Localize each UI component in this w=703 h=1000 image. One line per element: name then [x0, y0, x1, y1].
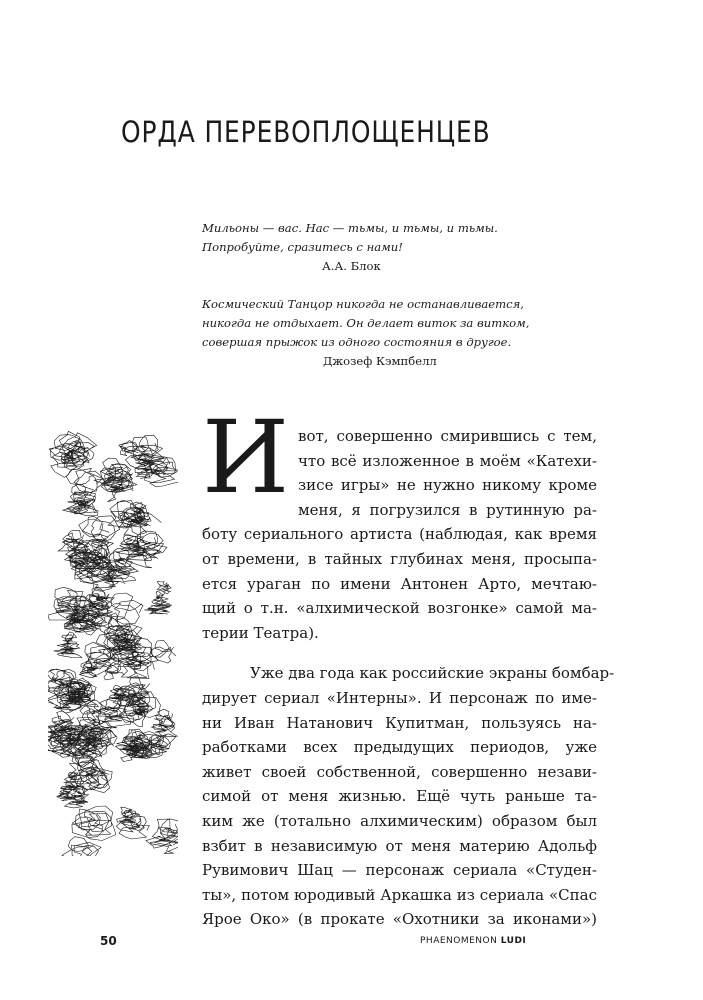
scribble-stroke: [144, 591, 172, 614]
epigraph-author: А.А. Блок: [322, 259, 381, 273]
text-line: Уже два года как российские экраны бомбар-: [250, 664, 615, 683]
text-line: ты», потом юродивый Аркашка из сериала «Спас: [202, 885, 597, 904]
text-line: живет своей собственной, совершенно незави-: [202, 762, 597, 781]
scribble-stroke: [116, 535, 147, 556]
text-line: Ярое Око» (в прокате «Охотники за иконами»): [202, 910, 597, 929]
text-line: от времени, в тайных глубинах меня, просыпа-: [202, 549, 597, 568]
text-line: боту сериального артиста (наблюдая, как время: [202, 525, 597, 544]
running-head-bold: LUDI: [500, 936, 527, 946]
paragraph-1: [202, 424, 597, 645]
text-line: ни Иван Натанович Купитман, пользуясь на-: [202, 713, 597, 732]
text-line: работками всех предыдущих периодов, уже: [202, 738, 597, 757]
text-line: ется ураган по имени Антонен Арто, мечтаю-: [202, 574, 597, 593]
text-line: что всё изложенное в моём «Катехи-: [298, 451, 597, 470]
scribble-stroke: [63, 484, 99, 515]
scribble-stroke: [79, 767, 112, 789]
scribble-stroke: [150, 640, 176, 663]
epigraph-line: совершая прыжок из одного состояния в другое.: [202, 335, 512, 349]
epigraph-line: Мильоны — вас. Нас — тьмы, и тьмы, и тьмы.: [202, 221, 498, 235]
drop-cap: И: [202, 399, 290, 516]
text-line: терии Театра).: [202, 623, 319, 642]
epigraph-author: Джозеф Кэмпбелл: [323, 354, 437, 368]
scribble-stroke: [119, 441, 138, 456]
text-line: Рувимович Шац — персонаж сериала «Студен-: [202, 861, 597, 880]
epigraph-blok: [202, 219, 532, 276]
text-line: щий о т.н. «алхимической возгонке» самой ма-: [202, 599, 597, 618]
scribble-stroke: [146, 819, 178, 854]
text-line: взбит в независимую от меня материю Адольф: [202, 836, 597, 855]
text-line: вот, совершенно смирившись с тем,: [298, 427, 597, 445]
text-line: дирует сериал «Интерны». И персонаж по име-: [202, 688, 597, 707]
paragraph-2: [202, 661, 615, 932]
scribble-stroke: [79, 516, 120, 542]
chapter-title: ОРДА ПЕРЕВОПЛОЩЕНЦЕВ: [121, 115, 491, 149]
article-body: [202, 424, 615, 932]
scribble-stroke: [72, 806, 116, 841]
text-line: зисе игры» не нужно никому кроме: [298, 476, 597, 495]
scribble-illustration: [48, 426, 178, 856]
scribble-stroke: [124, 435, 170, 472]
text-line: меня, я погрузился в рутинную ра-: [298, 500, 597, 519]
running-head-text: PHAENOMENON: [420, 936, 498, 946]
epigraph-line: Космический Танцор никогда не останавливается,: [202, 297, 524, 311]
epigraph-line: никогда не отдыхает. Он делает виток за витком,: [202, 316, 530, 330]
text-line: симой от меня жизнью. Ещё чуть раньше та-: [202, 787, 597, 806]
running-head: [420, 936, 526, 946]
epigraph-campbell: [202, 295, 532, 371]
scribble-stroke: [151, 709, 177, 737]
page-number: 50: [100, 934, 117, 948]
epigraph-line: Попробуйте, сразитесь с нами!: [202, 240, 403, 254]
scribble-stroke: [54, 632, 82, 658]
text-line: ким же (тотально алхимическим) образом был: [202, 811, 597, 830]
